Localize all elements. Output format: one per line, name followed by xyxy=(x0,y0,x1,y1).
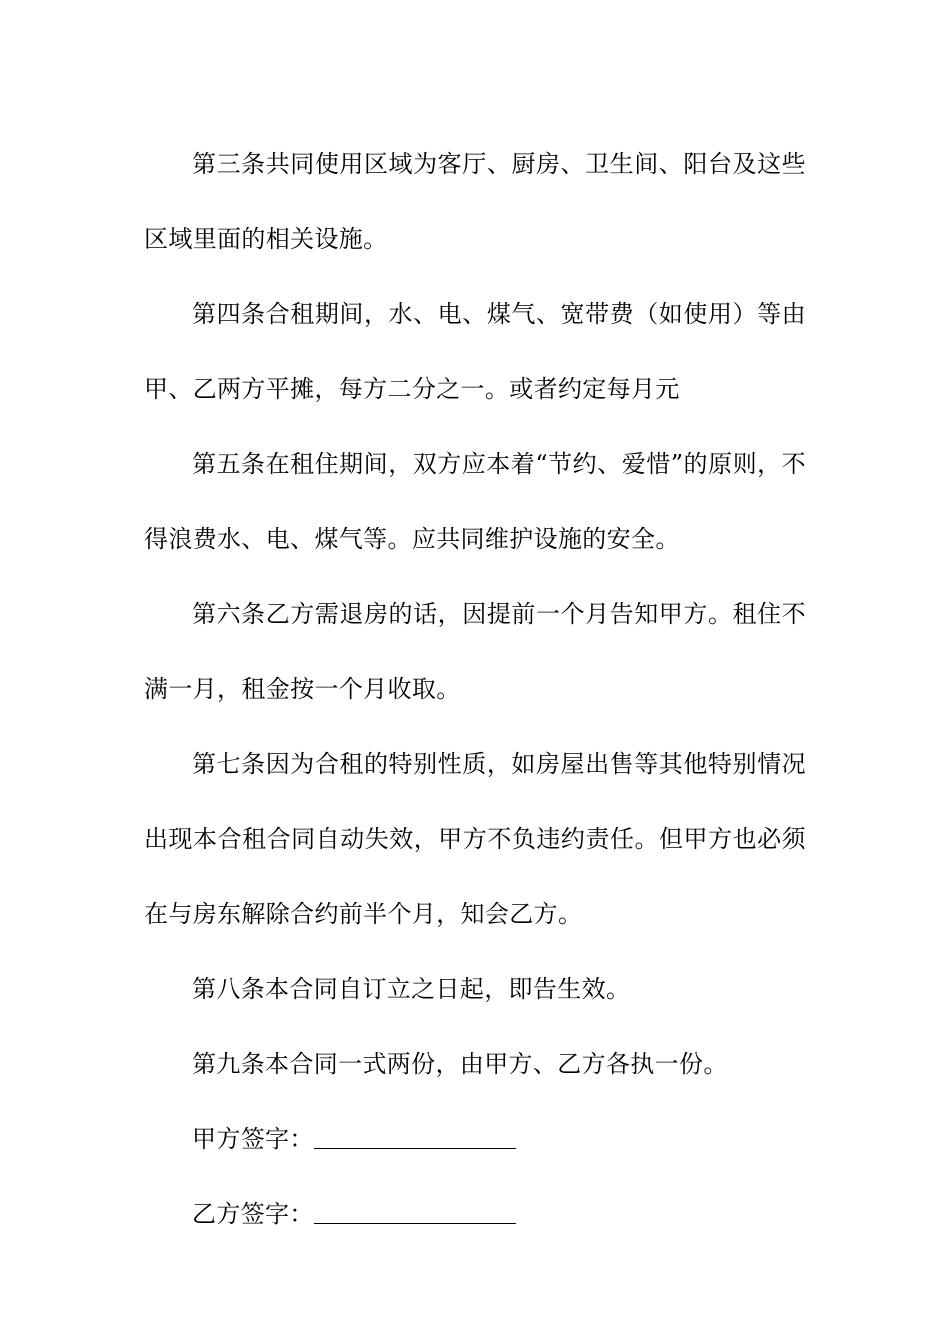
party-b-signature-blank xyxy=(314,1199,516,1224)
clause-3: 第三条共同使用区域为客厅、厨房、卫生间、阳台及这些区域里面的相关设施。 xyxy=(144,150,806,253)
clause-7: 第七条因为合租的特别性质，如房屋出售等其他特别情况出现本合租合同自动失效，甲方不负违约责任。但甲方也必须在与房东解除合约前半个月，知会乙方。 xyxy=(144,750,806,928)
party-b-signature-label: 乙方签字： xyxy=(192,1200,314,1228)
party-a-signature-label: 甲方签字： xyxy=(192,1125,314,1153)
party-a-signature-line xyxy=(144,1102,806,1177)
clause-5: 第五条在租住期间，双方应本着“节约、爱惜”的原则，不得浪费水、电、煤气等。应共同维护设施的安全。 xyxy=(144,450,806,553)
document-body xyxy=(144,127,806,1252)
clause-6: 第六条乙方需退房的话，因提前一个月告知甲方。租住不满一月，租金按一个月收取。 xyxy=(144,600,806,703)
party-a-signature-blank xyxy=(314,1124,516,1149)
party-b-signature-line xyxy=(144,1177,806,1252)
clause-8: 第八条本合同自订立之日起，即告生效。 xyxy=(192,975,631,1003)
clause-9: 第九条本合同一式两份，由甲方、乙方各执一份。 xyxy=(192,1050,728,1078)
clause-4: 第四条合租期间，水、电、煤气、宽带费（如使用）等由甲、乙两方平摊，每方二分之一。或者约定每月元 xyxy=(144,300,806,403)
